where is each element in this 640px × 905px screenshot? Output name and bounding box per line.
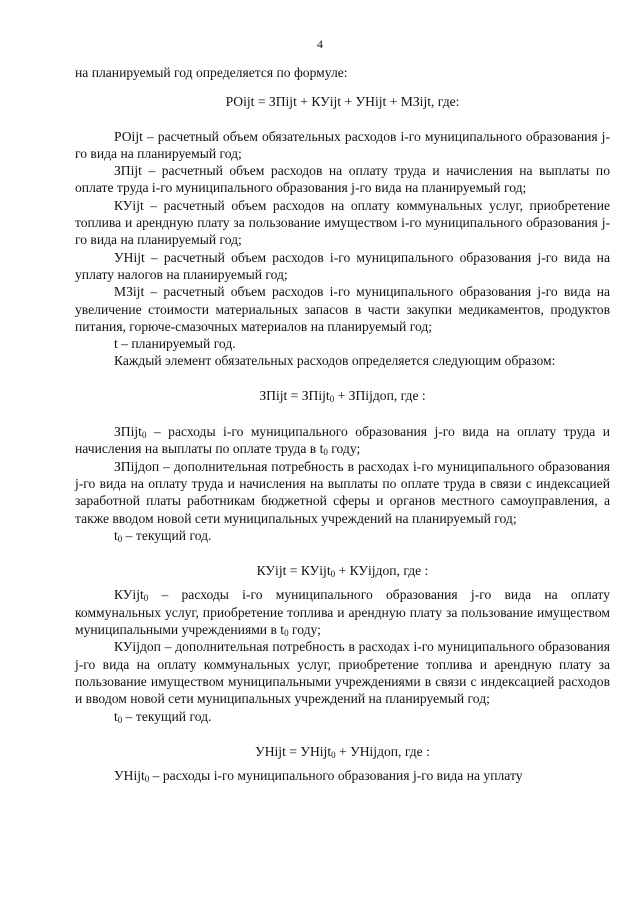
formula-ku (75, 562, 610, 579)
definition-t0-ku (75, 708, 610, 725)
term: t (114, 527, 118, 543)
term-sub: 0 (117, 714, 123, 725)
term: ЗПijt (114, 424, 142, 440)
formula-ku-lhs: КУijt = КУijt (256, 563, 331, 579)
term-text: – расходы i-го муниципального образования j-го вида на уплату (149, 768, 523, 784)
formula-ku-rhs: + КУijдоп, где : (335, 563, 429, 579)
term-text: – расходы i-го муниципального образования j-го вида на оплату коммунальных услуг, приобретение топлива и арендную плату за пользование имуществом муниципальными учреждениями в t (75, 587, 610, 638)
definition-ku-t0 (75, 586, 610, 638)
definition-t: t – планируемый год. (114, 336, 236, 352)
formula-zp-rhs: + ЗПijдоп, где : (334, 387, 426, 403)
term: t (114, 708, 118, 724)
definition-ku-dop: КУijдоп – дополнительная потребность в расходах i-го муниципального образования j-го вида на оплату коммунальных услуг, приобретение топлива и арендную плату за пользование имуществом муниципальными учреждениями в связи с индексацией расходов и вводом новой сети муниципальных учреждений на планируемый год; (75, 639, 610, 707)
definition-zp: ЗПijt – расчетный объем расходов на оплату труда и начисления на выплаты по оплате труда i-го муниципального образования j-го вида на планируемый год; (75, 163, 610, 196)
each-element-intro: Каждый элемент обязательных расходов определяется следующим образом: (114, 353, 556, 369)
term-text: – расходы i-го муниципального образования j-го вида на оплату труда и начисления на выплаты по оплате труда в t (75, 424, 610, 457)
term-sub: 0 (284, 628, 289, 639)
definition-zp-t0 (75, 423, 610, 458)
page-number: 4 (317, 37, 323, 51)
formula-un (75, 743, 610, 760)
term-text: году; (327, 441, 361, 457)
term-sub: 0 (141, 430, 147, 441)
formula-zp-lhs: ЗПijt = ЗПijt (259, 387, 330, 403)
formula-zp (75, 387, 610, 404)
term-sub: 0 (144, 774, 150, 785)
term-sub: 0 (143, 593, 149, 604)
term-text: году; (288, 622, 321, 638)
term-sub: 0 (117, 533, 123, 544)
term: КУijt (114, 587, 144, 603)
definition-t0-zp (75, 527, 610, 544)
definition-un: УНijt – расчетный объем расходов i-го муниципального образования j-го вида на уплату налогов на планируемый год; (75, 249, 610, 282)
formula-un-lhs: УНijt = УНijt (255, 743, 332, 759)
definition-zp-dop: ЗПijдоп – дополнительная потребность в расходах i-го муниципального образования j-го вида на оплату труда и начисления на выплаты по оплате труда в связи с индексацией заработной платы работникам бюджетной сферы и органов местного самоуправления, а также вводом новой сети муниципальных учреждений на планируемый год; (75, 458, 610, 526)
term-text: – текущий год. (122, 708, 212, 724)
term-sub: 0 (323, 447, 328, 458)
term-text: – текущий год. (122, 527, 212, 543)
definition-un-t0 (75, 767, 610, 784)
definition-ro: РОijt – расчетный объем обязательных расходов i-го муниципального образования j-го вида на планируемый год; (75, 128, 610, 161)
definition-mz: МЗijt – расчетный объем расходов i-го муниципального образования j-го вида на увеличение стоимости материальных запасов в части закупки медикаментов, продуктов питания, горюче-смазочных материалов на планируемый год; (75, 284, 610, 334)
formula-zp-sub: 0 (329, 393, 335, 404)
definition-ku: КУijt – расчетный объем расходов на оплату коммунальных услуг, приобретение топлива и арендную плату за пользование имуществом i-го муниципального образования j-го вида на планируемый год; (75, 197, 610, 248)
term: УНijt (114, 768, 145, 784)
formula-un-sub: 0 (331, 749, 336, 760)
formula-total-expenses: РОijt = ЗПijt + КУijt + УНijt + МЗijt, где: (225, 94, 460, 110)
intro-line: на планируемый год определяется по формуле: (75, 65, 348, 80)
document-body (75, 64, 610, 784)
formula-ku-sub: 0 (330, 569, 336, 580)
formula-un-rhs: + УНijдоп, где : (335, 743, 430, 759)
